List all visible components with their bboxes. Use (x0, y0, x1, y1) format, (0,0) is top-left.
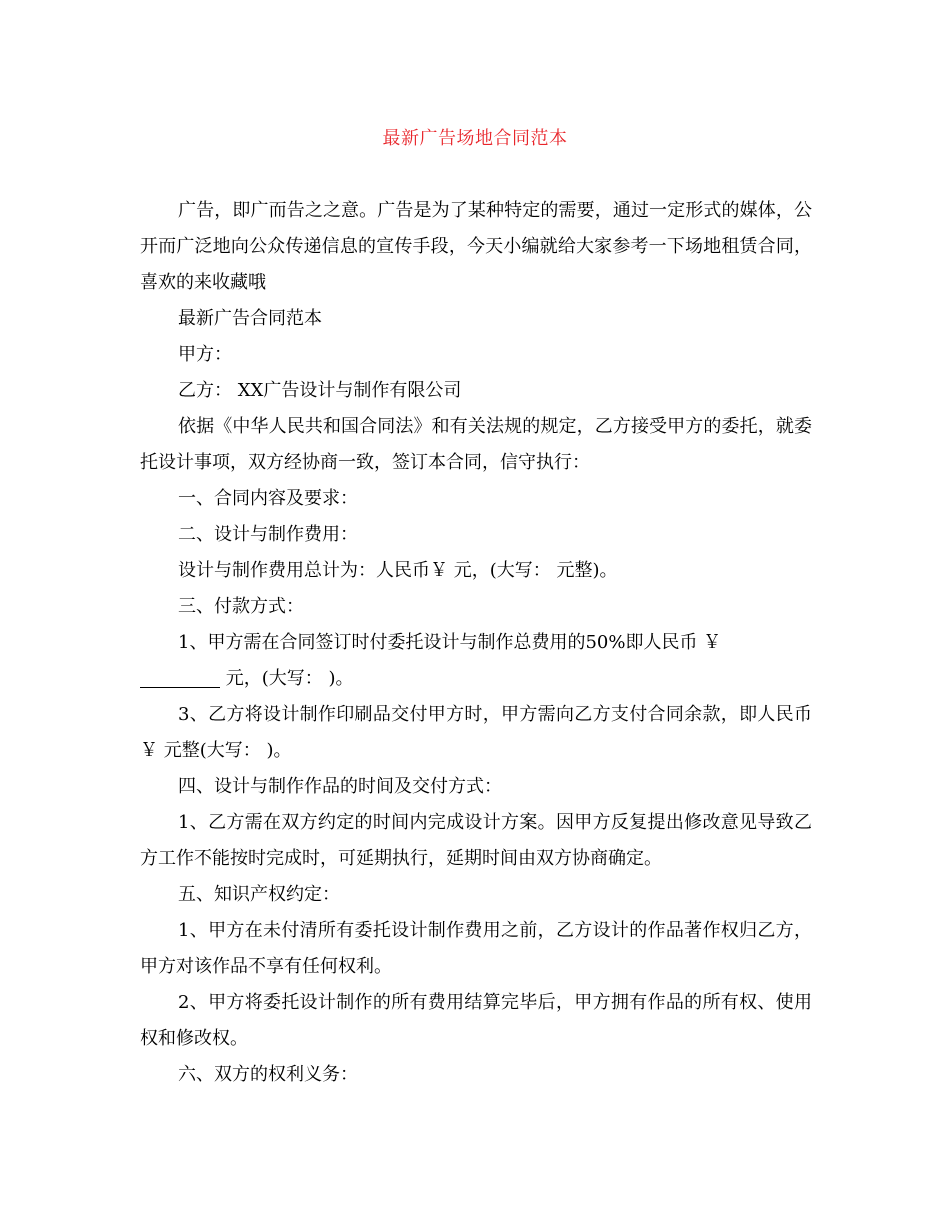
payment-clause-1: 1、甲方需在合同签订时付委托设计与制作总费用的50%即人民币 ￥ (178, 632, 722, 653)
section-heading-delivery: 四、设计与制作作品的时间及交付方式： (178, 776, 502, 797)
contract-heading: 最新广告合同范本 (178, 308, 322, 329)
legal-basis-paragraph: 依据《中华人民共和国合同法》和有关法规的规定，乙方接受甲方的委托，就委托设计事项，双方经协商一致，签订本合同，信守执行： (140, 416, 812, 473)
delivery-clause-1: 1、乙方需在双方约定的时间内完成设计方案。因甲方反复提出修改意见导致乙方工作不能按时完成时，可延期执行，延期时间由双方协商确定。 (140, 812, 812, 869)
ip-clause-2: 2、甲方将委托设计制作的所有费用结算完毕后，甲方拥有作品的所有权、使用权和修改权。 (140, 992, 812, 1049)
party-b-line: 乙方： XX广告设计与制作有限公司 (178, 380, 462, 401)
section-heading-rights: 六、双方的权利义务： (178, 1064, 358, 1085)
section-heading-content: 一、合同内容及要求： (178, 488, 358, 509)
document-title: 最新广告场地合同范本 (382, 128, 568, 149)
payment-clause-1-tail: 元，(大写： )。 (225, 668, 354, 689)
payment-clause-1-continued (140, 661, 812, 697)
amount-blank-line (140, 667, 220, 688)
section-heading-ip: 五、知识产权约定： (178, 884, 340, 905)
party-a-line: 甲方： (178, 344, 232, 365)
payment-clause-3: 3、乙方将设计制作印刷品交付甲方时，甲方需向乙方支付合同余款，即人民币￥ 元整(大写： )。 (140, 704, 812, 761)
ip-clause-1: 1、甲方在未付清所有委托设计制作费用之前，乙方设计的作品著作权归乙方，甲方对该作品不享有任何权利。 (140, 920, 812, 977)
section-heading-fees: 二、设计与制作费用： (178, 524, 358, 545)
document-body (140, 193, 812, 1093)
fee-total-line: 设计与制作费用总计为：人民币￥ 元，(大写： 元整)。 (178, 560, 618, 581)
intro-paragraph: 广告，即广而告之之意。广告是为了某种特定的需要，通过一定形式的媒体，公开而广泛地向公众传递信息的宣传手段，今天小编就给大家参考一下场地租赁合同，喜欢的来收藏哦 (140, 200, 812, 293)
section-heading-payment: 三、付款方式： (178, 596, 304, 617)
